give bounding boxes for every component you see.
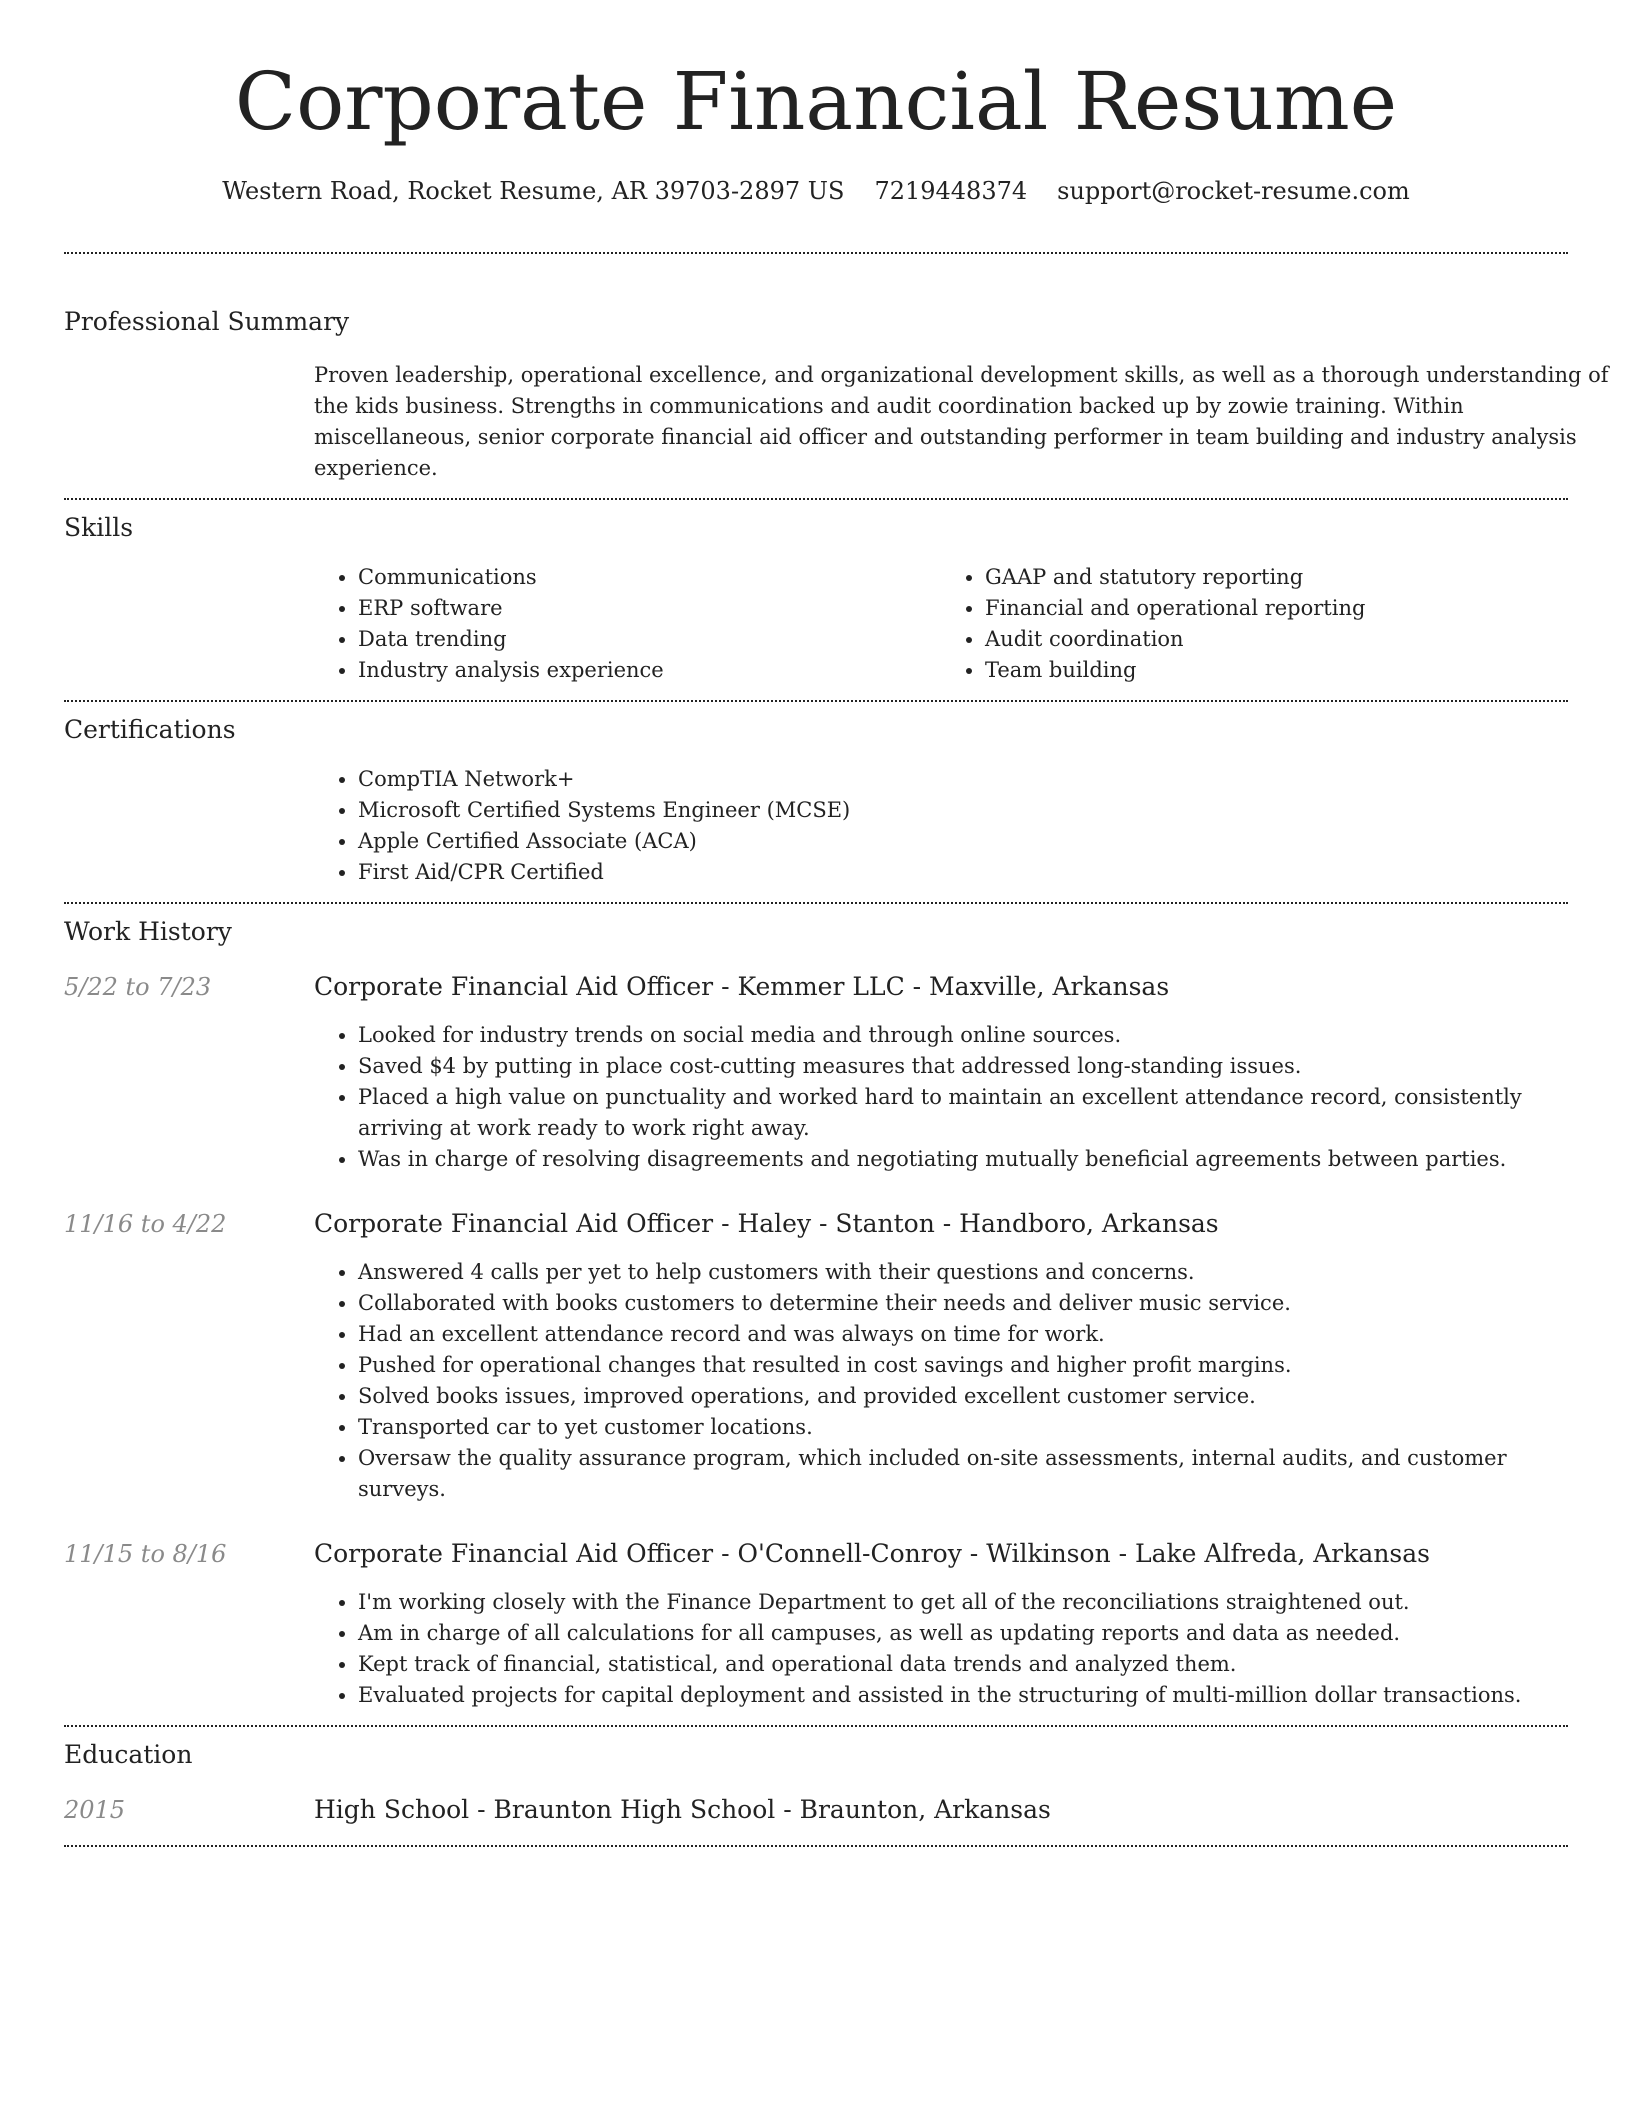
certification-item: • Apple Certified Associate (ACA) — [358, 826, 1568, 857]
job-bullet: • Solved books issues, improved operations, and provided excellent customer service. — [358, 1381, 1568, 1412]
education-year: 2015 — [64, 1796, 126, 1824]
resume-title: Corporate Financial Resume — [234, 55, 1398, 148]
job-content — [314, 972, 1568, 1175]
section-title-certifications: Certifications — [64, 715, 236, 744]
job-bullet: • Kept track of financial, statistical, and operational data trends and analyzed them. — [358, 1649, 1568, 1680]
job-dates: 11/16 to 4/22 — [64, 1210, 227, 1238]
certification-item: • CompTIA Network+ — [358, 764, 1568, 795]
job-bullet: • Looked for industry trends on social media and through online sources. — [358, 1020, 1568, 1051]
skills-columns — [314, 562, 1568, 686]
education-section — [64, 1727, 1568, 1825]
skills-list-left — [314, 562, 941, 686]
skill-item: • Financial and operational reporting — [985, 593, 1568, 624]
summary-text: Proven leadership, operational excellence, and organizational development skills, as well as a thorough understanding of the kids business. Strengths in communications and audit coordination backed up by zowie training. Within miscellaneous, senior corporate financial aid officer and outstanding performer in team building and industry analysis experience. — [314, 363, 1609, 480]
job-title: Corporate Financial Aid Officer - O'Connell-Conroy - Wilkinson - Lake Alfreda, Arkansas — [314, 1539, 1430, 1568]
education-title: High School - Braunton High School - Braunton, Arkansas — [314, 1795, 1051, 1824]
certification-item: • First Aid/CPR Certified — [358, 857, 1568, 888]
job-content — [314, 1209, 1568, 1505]
job-bullets — [314, 1257, 1568, 1505]
certifications-list — [314, 764, 1568, 888]
job-bullets — [314, 1020, 1568, 1175]
job-dates: 11/15 to 8/16 — [64, 1540, 227, 1568]
section-title-summary: Professional Summary — [64, 307, 350, 336]
job-entry — [64, 972, 1568, 1175]
education-entry — [64, 1795, 1568, 1825]
job-dates: 5/22 to 7/23 — [64, 973, 212, 1001]
work-history-section — [64, 904, 1568, 1711]
skill-item: • Communications — [358, 562, 941, 593]
skill-item: • ERP software — [358, 593, 941, 624]
summary-section — [64, 254, 1609, 484]
skill-item: • Audit coordination — [985, 624, 1568, 655]
skills-section — [64, 500, 1568, 686]
contact-address: Western Road, Rocket Resume, AR 39703-2897 US — [222, 177, 845, 205]
certifications-section — [64, 702, 1568, 888]
skill-item: • Industry analysis experience — [358, 655, 941, 686]
section-title-work-history: Work History — [64, 917, 232, 946]
job-bullet: • I'm working closely with the Finance Department to get all of the reconciliations straightened out. — [358, 1587, 1568, 1618]
job-bullet: • Pushed for operational changes that resulted in cost savings and higher profit margins. — [358, 1350, 1568, 1381]
section-title-skills: Skills — [64, 513, 134, 542]
job-bullet: • Placed a high value on punctuality and worked hard to maintain an excellent attendance record, consistently arriving at work ready to work right away. — [358, 1082, 1568, 1144]
job-bullet: • Was in charge of resolving disagreements and negotiating mutually beneficial agreements between parties. — [358, 1144, 1568, 1175]
section-title-education: Education — [64, 1740, 193, 1769]
skill-item: • Data trending — [358, 624, 941, 655]
job-title: Corporate Financial Aid Officer - Haley - Stanton - Handboro, Arkansas — [314, 1209, 1219, 1238]
job-bullet: • Saved $4 by putting in place cost-cutting measures that addressed long-standing issues. — [358, 1051, 1568, 1082]
job-bullet: • Evaluated projects for capital deployment and assisted in the structuring of multi-million dollar transactions. — [358, 1680, 1568, 1711]
job-bullet: • Transported car to yet customer locations. — [358, 1412, 1568, 1443]
skill-item: • Team building — [985, 655, 1568, 686]
skills-list-right — [941, 562, 1568, 686]
job-bullets — [314, 1587, 1568, 1711]
job-entry — [64, 1539, 1568, 1711]
job-entry — [64, 1209, 1568, 1505]
certification-item: • Microsoft Certified Systems Engineer (MCSE) — [358, 795, 1568, 826]
education-content — [314, 1795, 1568, 1825]
contact-line — [64, 176, 1568, 206]
job-bullet: • Answered 4 calls per yet to help customers with their questions and concerns. — [358, 1257, 1568, 1288]
certifications-list-wrap — [314, 764, 1568, 888]
job-bullet: • Collaborated with books customers to determine their needs and deliver music service. — [358, 1288, 1568, 1319]
job-bullet: • Had an excellent attendance record and was always on time for work. — [358, 1319, 1568, 1350]
job-title: Corporate Financial Aid Officer - Kemmer LLC - Maxville, Arkansas — [314, 972, 1170, 1001]
skill-item: • GAAP and statutory reporting — [985, 562, 1568, 593]
contact-email: support@rocket-resume.com — [1057, 177, 1410, 205]
contact-phone: 7219448374 — [874, 177, 1028, 205]
job-content — [314, 1539, 1568, 1711]
divider — [64, 1845, 1568, 1847]
job-bullet: • Am in charge of all calculations for all campuses, as well as updating reports and data as needed. — [358, 1618, 1568, 1649]
job-bullet: • Oversaw the quality assurance program, which included on-site assessments, internal audits, and customer surveys. — [358, 1443, 1568, 1505]
